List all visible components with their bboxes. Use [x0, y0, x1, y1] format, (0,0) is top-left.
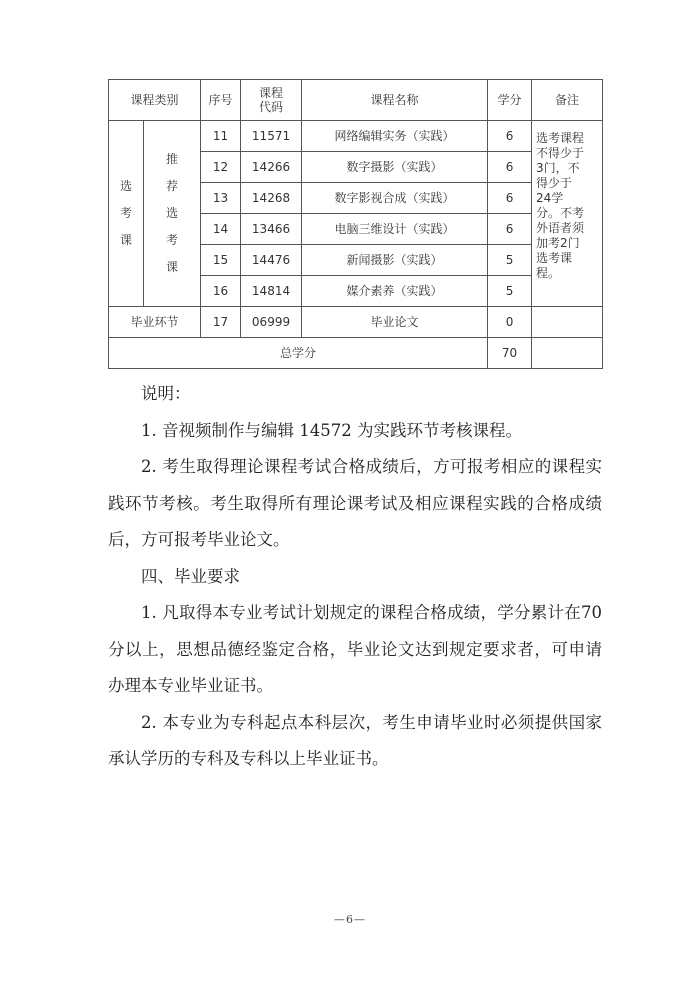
row-seq: 12 — [201, 152, 241, 183]
row-credit: 6 — [488, 183, 532, 214]
header-credit: 学分 — [488, 80, 532, 121]
row-code: 14268 — [241, 183, 302, 214]
row-seq: 13 — [201, 183, 241, 214]
page-number: —6— — [334, 913, 366, 926]
header-category: 课程类别 — [109, 80, 201, 121]
graduation-label: 毕业环节 — [109, 307, 201, 338]
row-name: 新闻摄影（实践） — [302, 245, 488, 276]
graduation-seq: 17 — [201, 307, 241, 338]
row-credit: 5 — [488, 245, 532, 276]
paragraph: 1. 音视频制作与编辑 14572 为实践环节考核课程。 — [141, 420, 522, 440]
paragraph: 1. 凡取得本专业考试计划规定的课程合格成绩，学分累计在70分以上，思想品德经鉴定合格，毕业论文达到规定要求者，可申请办理本专业毕业证书。 — [108, 603, 602, 695]
row-code: 14476 — [241, 245, 302, 276]
graduation-row — [109, 307, 603, 338]
remark-cell: 选考课程不得少于3门，不得少于24学分。不考外语者须加考2门选考课程。 — [532, 121, 603, 307]
total-remark — [532, 338, 603, 369]
total-row — [109, 338, 603, 369]
table-row — [109, 121, 603, 152]
row-credit: 6 — [488, 152, 532, 183]
header-name: 课程名称 — [302, 80, 488, 121]
row-name: 数字摄影（实践） — [302, 152, 488, 183]
row-credit: 6 — [488, 121, 532, 152]
total-credit: 70 — [488, 338, 532, 369]
row-code: 11571 — [241, 121, 302, 152]
graduation-name: 毕业论文 — [302, 307, 488, 338]
row-name: 电脑三维设计（实践） — [302, 214, 488, 245]
section-heading: 四、毕业要求 — [141, 566, 240, 586]
row-code: 14814 — [241, 276, 302, 307]
row-name: 媒介素养（实践） — [302, 276, 488, 307]
row-credit: 5 — [488, 276, 532, 307]
row-name: 数字影视合成（实践） — [302, 183, 488, 214]
header-remark: 备注 — [532, 80, 603, 121]
notes-title: 说明： — [141, 384, 191, 403]
graduation-credit: 0 — [488, 307, 532, 338]
table-header-row — [109, 80, 603, 121]
explanation-section — [108, 376, 602, 778]
recommended-category-cell: 推荐选考课 — [144, 121, 201, 307]
elective-category-cell: 选考课 — [109, 121, 144, 307]
total-label: 总学分 — [109, 338, 488, 369]
header-seq: 序号 — [201, 80, 241, 121]
row-code: 13466 — [241, 214, 302, 245]
paragraph: 2. 本专业为专科起点本科层次，考生申请毕业时必须提供国家承认学历的专科及专科以上毕业证书。 — [108, 712, 602, 768]
row-seq: 14 — [201, 214, 241, 245]
course-plan-table — [108, 79, 603, 369]
row-seq: 15 — [201, 245, 241, 276]
row-seq: 16 — [201, 276, 241, 307]
row-credit: 6 — [488, 214, 532, 245]
graduation-remark — [532, 307, 603, 338]
row-seq: 11 — [201, 121, 241, 152]
row-code: 14266 — [241, 152, 302, 183]
row-name: 网络编辑实务（实践） — [302, 121, 488, 152]
header-code: 课程代码 — [241, 80, 302, 121]
graduation-code: 06999 — [241, 307, 302, 338]
paragraph: 2. 考生取得理论课程考试合格成绩后，方可报考相应的课程实践环节考核。考生取得所有理论课考试及相应课程实践的合格成绩后，方可报考毕业论文。 — [108, 457, 602, 549]
